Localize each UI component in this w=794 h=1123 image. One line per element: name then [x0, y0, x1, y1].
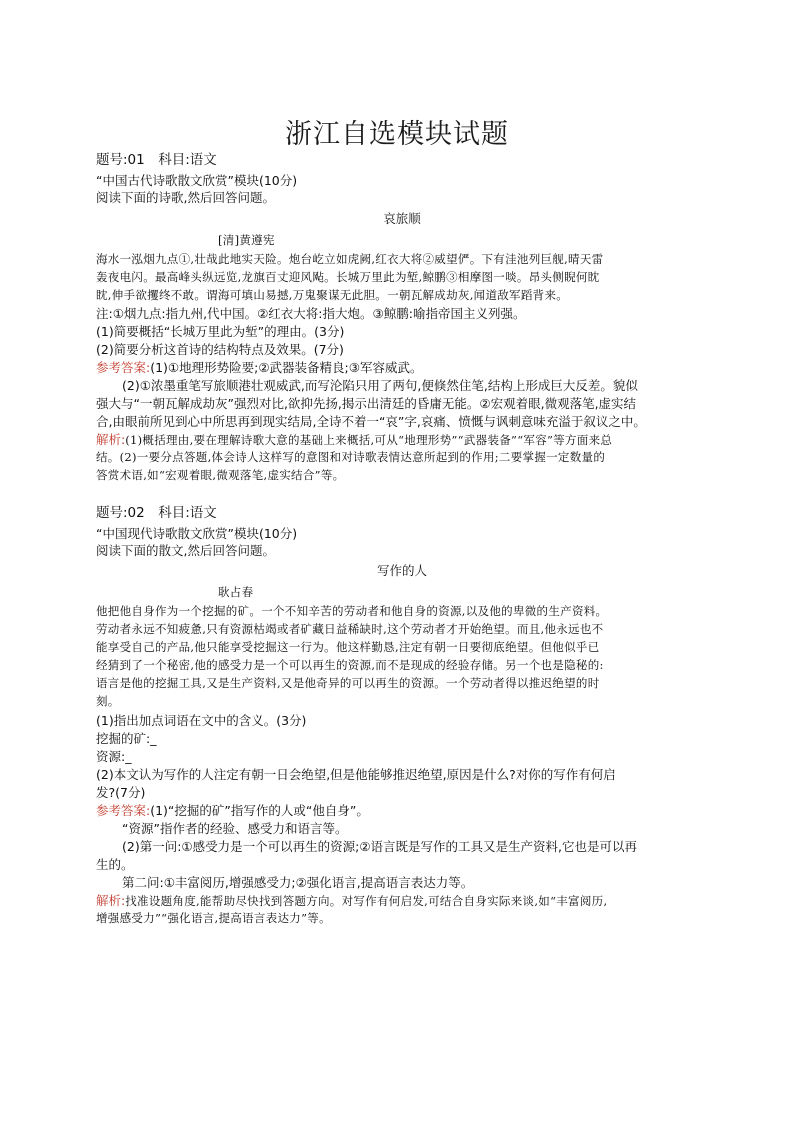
q2-answer-3: 第二问:①丰富阅历,增强感受力;②强化语言,提高语言表达力等。: [122, 875, 474, 890]
q1-answer-2: 强大与“一朝瓦解成劫灰”强烈对比,欲抑先扬,揭示出清廷的昏庸无能。②宏观着眼,微观落笔,虚实结: [96, 396, 637, 411]
q1-answer-2: (2)①浓墨重笔写旅顺港壮观威武,而写沦陷只用了两句,便倏然住笔,结构上形成巨大反差。貌似: [122, 378, 638, 393]
poem-author: [清]黄遵宪: [218, 233, 275, 247]
essay-title: 写作的人: [376, 563, 427, 578]
q2-blank-2: 资源:_: [96, 749, 132, 764]
poem-line: 眈,伸手欲攫终不敢。谓海可填山易撼,万鬼聚谋无此胆。一朝瓦解成劫灰,闻道敌军蹈背来。: [96, 288, 569, 302]
answer-label: 参考答案:: [96, 360, 151, 375]
q1-question-1: (1)简要概括“长城万里此为堑”的理由。(3分): [96, 324, 345, 339]
page-title: 浙江自选模块试题: [285, 119, 509, 150]
q2-answer-1: (1)“挖掘的矿”指写作的人或“他自身”。: [150, 803, 369, 818]
poem-line: 海水一泓烟九点①,壮哉此地实天险。炮台屹立如虎阙,红衣大将②威望俨。下有洼池列巨舰,晴天雷: [96, 252, 604, 266]
q1-header: 题号:01 科目:语文: [96, 152, 217, 168]
essay-line: 语言是他的挖掘工具,又是生产资料,又是他奇异的可以再生的资源。一个劳动者得以推迟绝望的时: [96, 676, 600, 690]
poem-notes: 注:①烟九点:指九州,代中国。②红衣大将:指大炮。③鲸鹏:喻指帝国主义列强。: [96, 306, 526, 321]
q1-answer-row: [96, 359, 708, 376]
q2-analysis: 找准设题角度,能帮助尽快找到答题方向。对写作有何启发,可结合自身实际来谈,如“丰富阅历,: [125, 894, 608, 908]
analysis-label: 解析:: [96, 432, 126, 447]
q2-answer-1b: “资源”指作者的经验、感受力和语言等。: [122, 821, 348, 836]
poem-title: 哀旅顺: [383, 211, 421, 226]
q2-header: 题号:02 科目:语文: [96, 505, 217, 521]
q2-instruction: 阅读下面的散文,然后回答问题。: [96, 543, 275, 558]
answer-label: 参考答案:: [96, 803, 151, 818]
q1-answer-1: (1)①地理形势险要;②武器装备精良;③军容威武。: [150, 360, 423, 375]
q1-answer-2: 合,由眼前所见到心中所思再到现实结局,全诗不着一“哀”字,哀痛、愤慨与讽刺意味充溢于叙议之中。: [96, 414, 646, 429]
q2-analysis-row: [96, 892, 708, 910]
essay-line: 他把他自身作为一个挖掘的矿。一个不知辛苦的劳动者和他自身的资源,以及他的卑微的生产资料。: [96, 604, 608, 618]
q2-answer-2: 生的。: [96, 857, 134, 872]
q2-analysis: 增强感受力”“强化语言,提高语言表达力”等。: [96, 911, 331, 925]
essay-line: 刻。: [96, 694, 120, 708]
q1-instruction: 阅读下面的诗歌,然后回答问题。: [96, 190, 275, 205]
q1-analysis: 答赏术语,如“宏观着眼,微观落笔,虚实结合”等。: [96, 468, 345, 482]
q2-blank-1: 挖掘的矿:_: [96, 731, 157, 746]
essay-line: 能享受自己的产品,他只能享受挖掘这一行为。他这样勤恳,注定有朝一日要彻底绝望。但他似乎已: [96, 640, 600, 654]
essay-line: 经猜到了一个秘密,他的感受力是一个可以再生的资源,而不是现成的经验存储。另一个也是隐秘的:: [96, 658, 604, 672]
analysis-label: 解析:: [96, 893, 126, 908]
q2-question-2: 发?(7分): [96, 785, 146, 800]
q1-module: “中国古代诗歌散文欣赏”模块(10分): [96, 173, 298, 188]
q2-answer-row: [96, 802, 708, 819]
essay-author: 耿占春: [218, 585, 254, 599]
q1-analysis: 结。(2)一要分点答题,体会诗人这样写的意图和对诗歌表情达意所起到的作用;二要掌握一定数量的: [96, 450, 606, 464]
q2-answer-2: (2)第一问:①感受力是一个可以再生的资源;②语言既是写作的工具又是生产资料,它也是可以再: [122, 839, 638, 854]
q1-analysis: (1)概括理由,要在理解诗歌大意的基础上来概括,可从“地理形势”“武器装备”“军容”等方面来总: [125, 433, 613, 447]
q2-question-2: (2)本文认为写作的人注定有朝一日会绝望,但是他能够推迟绝望,原因是什么?对你的写作有何启: [96, 767, 616, 782]
poem-line: 轰夜电闪。最高峰头纵远览,龙旗百丈迎风飐。长城万里此为堑,鲸鹏③相摩图一啖。昂头侧睨何眈: [96, 270, 600, 284]
q2-module: “中国现代诗歌散文欣赏”模块(10分): [96, 526, 298, 541]
q2-question-1: (1)指出加点词语在文中的含义。(3分): [96, 713, 307, 728]
q1-question-2: (2)简要分析这首诗的结构特点及效果。(7分): [96, 342, 344, 357]
essay-line: 劳动者永远不知疲惫,只有资源枯竭或者矿藏日益稀缺时,这个劳动者才开始绝望。而且,他永远也不: [96, 622, 604, 636]
q1-analysis-row: [96, 431, 708, 449]
